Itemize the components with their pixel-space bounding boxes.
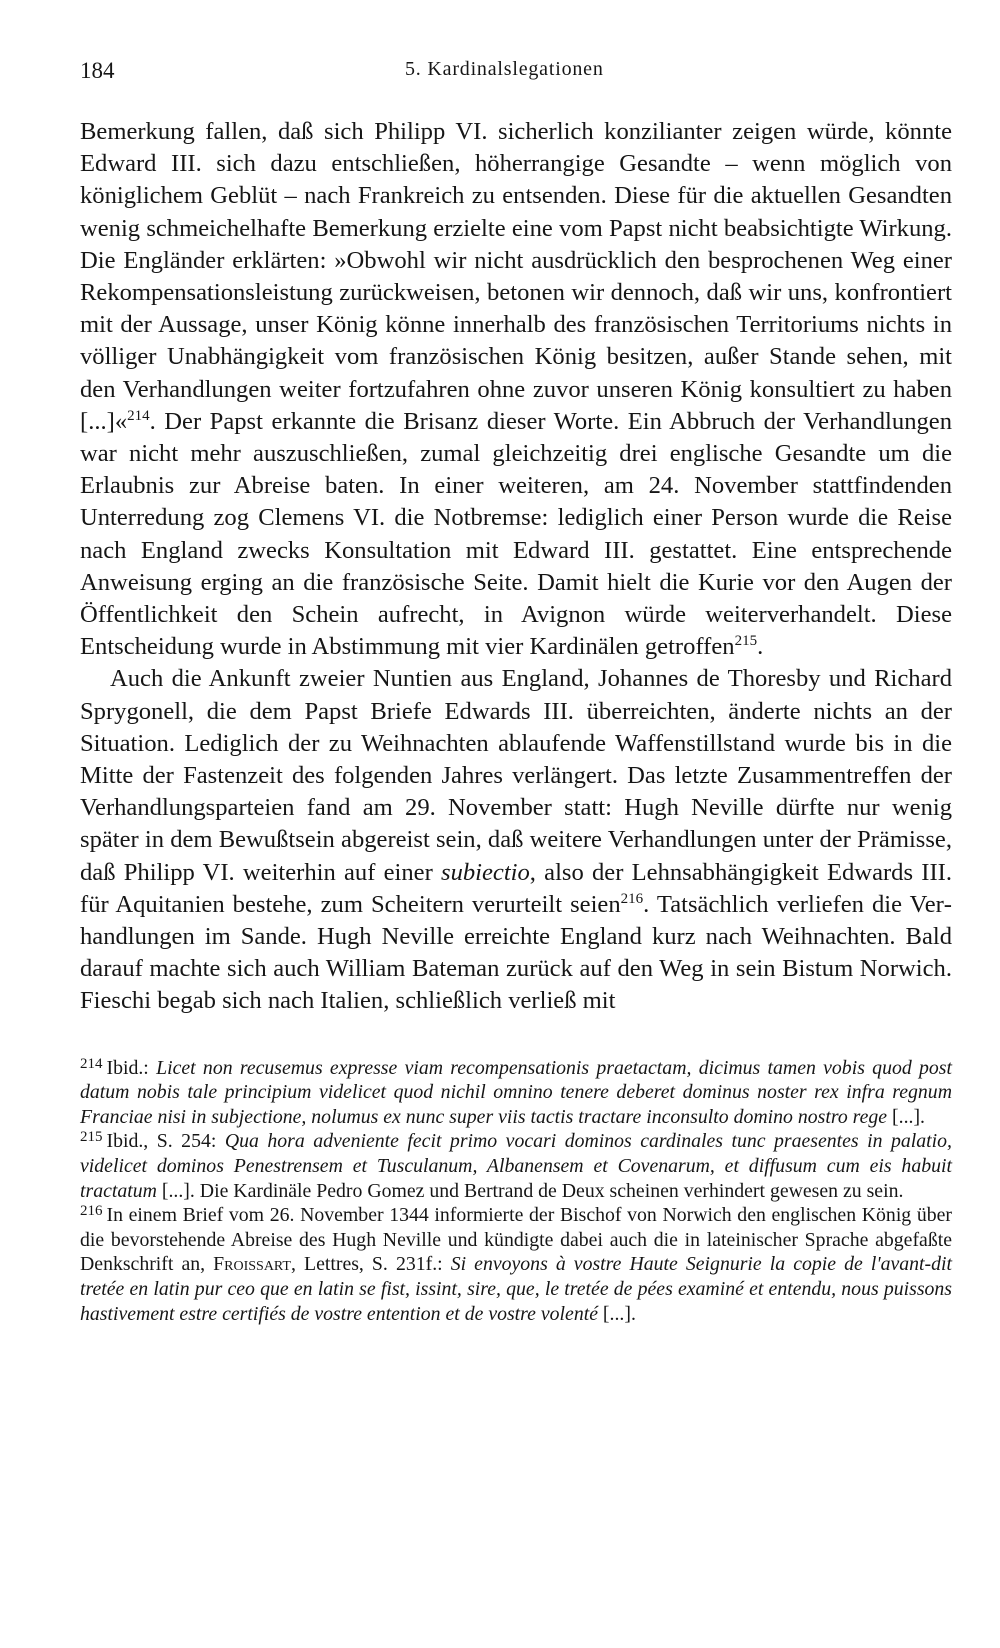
footnote-quote: Licet non recusemus expresse viam recompensationis praetactam, dicimus tamen vobis quod post datum nobis tale principium videlicet quod nichil omnino tenere deberet dominus noster rex infra regnum Franciae nisi in subjectione, nolumus ex nunc super viis tactis tractare inconsulto domino nostro rege bbox=[80, 1056, 952, 1128]
footnote-tail: [...]. Die Kardinäle Pedro Gomez und Bertrand de Deux scheinen verhindert gewesen zu sein. bbox=[156, 1179, 904, 1202]
paragraph-1-text-c: . bbox=[757, 633, 764, 661]
footnotes bbox=[80, 1056, 952, 1327]
footnote-author: Froissart bbox=[213, 1253, 291, 1276]
footnote-tail: [...]. bbox=[887, 1105, 925, 1128]
footnote-216 bbox=[80, 1203, 952, 1326]
footnote-number: 216 bbox=[80, 1203, 103, 1220]
footnote-215 bbox=[80, 1129, 952, 1203]
running-title: 5. Kardinalslegationen bbox=[405, 58, 604, 80]
paragraph-2-text-b: , also der Lehnsabhängigkeit Edwards III. für Aquitanien bestehe, zum Scheitern verurteilt seien bbox=[80, 858, 952, 918]
page-number: 184 bbox=[80, 58, 115, 83]
footnote-number: 214 bbox=[80, 1055, 103, 1072]
paragraph-2-text-a: Auch die Ankunft zweier Nuntien aus England, Johannes de Thoresby und Richard Sprygonell, die dem Papst Briefe Edwards III. überreichten, änderte nichts an der Situation. Lediglich der zu Weihnachten ablaufende Waffenstillstand wurde bis in die Mitte der Fastenzeit des folgenden Jahres verlängert. Das letzte Zusammentreffen der Verhandlungsparteien fand am 29. November statt: Hugh Neville dürfte nur wenig später in dem Bewußtsein abgereist sein, daß weitere Verhandlungen unter der Prämisse, daß Philipp VI. weiterhin auf einer bbox=[80, 665, 952, 886]
footnote-ref-216: 216 bbox=[620, 890, 644, 907]
main-text bbox=[80, 116, 952, 1018]
page-header bbox=[80, 58, 952, 94]
footnote-lead: Ibid.: bbox=[106, 1056, 157, 1079]
footnote-lead: Ibid., S. 254: bbox=[106, 1130, 225, 1153]
paragraph-1-text-b: . Der Papst erkannte die Brisanz dieser Worte. Ein Abbruch der Verhandlungen war nicht mehr auszuschließen, zumal gleichzeitig drei englische Gesandte um die Erlaubnis zur Abreise baten. In einer weiteren, am 24. November stattfindenden Unterredung zog Clemens VI. die Notbremse: lediglich einer Person wurde die Reise nach England zwecks Konsultation mit Edward III. gestattet. Eine entsprechende Anweisung erging an die französische Seite. Damit hielt die Kurie vor den Augen der Öffentlichkeit den Schein aufrecht, in Avignon würde weiterverhandelt. Diese Entscheidung wurde in Abstimmung mit vier Kardinälen getroffen bbox=[80, 407, 952, 661]
footnote-number: 215 bbox=[80, 1129, 103, 1146]
footnote-quote: Si envoyons à vostre Haute Seignurie la copie de l'avant-dit tretée en latin pur ceo que en latin se fist, issint, sire, que, le tretée de pées examiné et entendu, nous puissons hastivement estre certifiés de vostre entention et de vostre volenté bbox=[80, 1253, 953, 1325]
paragraph-1-text-a: Bemerkung fallen, daß sich Philipp VI. sicherlich konzilianter zeigen würde, könnte Edward III. sich dazu entschließen, höherrangige Gesandte – wenn möglich von königlichem Geblüt – nach Frankreich zu entsenden. Diese für die aktuellen Gesandten wenig schmeichelhafte Bemerkung erzielte eine vom Papst nicht beabsichtigte Wirkung. Die Engländer erklärten: »Obwohl wir nicht ausdrücklich den besprochenen Weg einer Rekompensationsleistung zurückweisen, betonen wir dennoch, daß wir uns, konfrontiert mit der Aussage, unser König könne innerhalb des französischen Territoriums nichts in völliger Unabhängigkeit vom französischen König besitzen, außer Stande sehen, mit den Verhandlungen weiter fortzufahren ohne zuvor unseren König konsultiert zu haben [...]« bbox=[80, 118, 952, 435]
footnote-mid: , Lettres, S. 231f.: bbox=[290, 1253, 451, 1276]
book-page bbox=[80, 58, 952, 1326]
paragraph-2-italic-term: subiectio bbox=[441, 858, 530, 886]
paragraph-1 bbox=[80, 116, 952, 663]
footnote-ref-214: 214 bbox=[127, 407, 150, 424]
footnote-separator bbox=[80, 1018, 952, 1056]
footnote-214 bbox=[80, 1056, 952, 1130]
footnote-ref-215: 215 bbox=[734, 633, 758, 650]
footnote-tail: [...]. bbox=[597, 1302, 636, 1325]
footnote-quote: Qua hora adveniente fecit primo vocari dominos cardinales tunc praesentes in palatio, videlicet dominos Penestrensem et Tusculanum, Albanensem et Covenarum, et diffusum cum eis habuit tractatum bbox=[80, 1130, 952, 1202]
footnote-lead: In einem Brief vom 26. November 1344 informierte der Bischof von Norwich den englischen König über die bevorstehende Abreise des Hugh Neville und kündigte dabei auch die in lateinischer Sprache abgefaßte Denkschrift an, bbox=[80, 1204, 952, 1276]
paragraph-2-text-c: . Tatsächlich verliefen die Verhandlungen im Sande. Hugh Neville erreichte England kurz nach Weihnachten. Bald darauf machte sich auch William Bateman zurück auf den Weg in sein Bistum Norwich. Fieschi begab sich nach Italien, schließlich verließ mit bbox=[80, 890, 952, 1015]
paragraph-2 bbox=[80, 663, 952, 1017]
